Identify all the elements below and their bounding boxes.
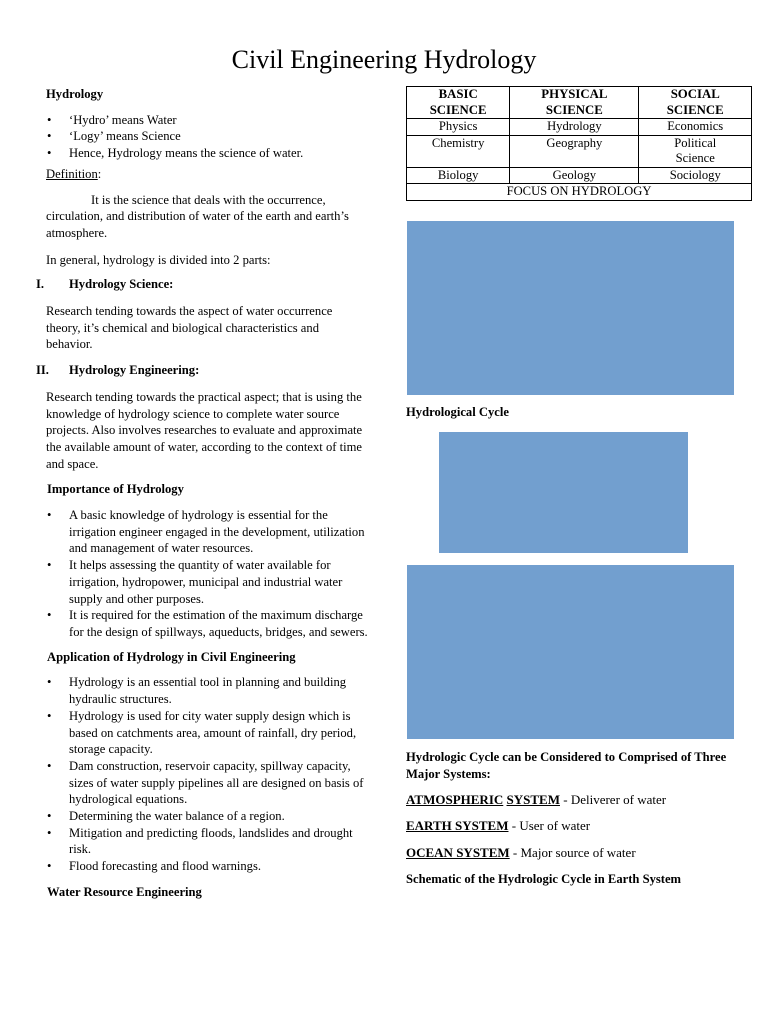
list-item: • Dam construction, reservoir capacity, spillway capacity, sizes of water supply pipelines all are designed on basis of hydrological equations. bbox=[28, 758, 368, 808]
table-cell: Geology bbox=[510, 167, 639, 184]
ocean-keyword: OCEAN SYSTEM bbox=[406, 845, 510, 860]
part2-heading bbox=[28, 362, 368, 379]
table-row bbox=[407, 167, 752, 184]
table-cell: Hydrology bbox=[510, 119, 639, 136]
part1-number: I. bbox=[36, 277, 45, 292]
list-item: • Determining the water balance of a region. bbox=[28, 808, 368, 825]
table-header-cell: BASIC SCIENCE bbox=[407, 87, 510, 119]
table-row bbox=[407, 135, 752, 167]
hydrology-bullet-list bbox=[28, 112, 368, 162]
systems-heading: Hydrologic Cycle can be Considered to Comprised of Three Major Systems: bbox=[406, 750, 727, 781]
hydrological-cycle-label: Hydrological Cycle bbox=[406, 405, 509, 419]
table-header-cell: PHYSICAL SCIENCE bbox=[510, 87, 639, 119]
list-item: • Hence, Hydrology means the science of water. bbox=[28, 145, 368, 162]
table-cell: Chemistry bbox=[407, 135, 510, 167]
table-cell: Biology bbox=[407, 167, 510, 184]
earth-keyword: EARTH SYSTEM bbox=[406, 818, 509, 833]
ocean-desc: - Major source of water bbox=[509, 845, 636, 860]
part1-title: Hydrology Science: bbox=[69, 277, 174, 292]
list-item: • Mitigation and predicting floods, landslides and drought risk. bbox=[28, 825, 368, 858]
table-cell: Economics bbox=[639, 119, 752, 136]
list-item: • ‘Hydro’ means Water bbox=[28, 112, 368, 129]
table-footer-row bbox=[407, 184, 752, 201]
list-item: • Hydrology is an essential tool in planning and building hydraulic structures. bbox=[28, 674, 368, 707]
ocean-system-line bbox=[406, 845, 636, 861]
image-placeholder-3 bbox=[407, 565, 734, 739]
list-item: • Flood forecasting and flood warnings. bbox=[28, 858, 368, 875]
table-cell: Sociology bbox=[639, 167, 752, 184]
importance-bullet-list bbox=[28, 507, 368, 641]
table-header-row bbox=[407, 87, 752, 119]
science-table bbox=[406, 86, 752, 201]
definition-label: Definition bbox=[46, 166, 98, 181]
water-resource-heading: Water Resource Engineering bbox=[47, 884, 202, 899]
table-header-cell: SOCIAL SCIENCE bbox=[639, 87, 752, 119]
part2-title: Hydrology Engineering: bbox=[69, 363, 200, 378]
list-item: • ‘Logy’ means Science bbox=[28, 128, 368, 145]
left-column bbox=[28, 86, 368, 901]
part2-text: Research tending towards the practical aspect; that is using the knowledge of hydrology science to complete water source projects. Also involves researches to evaluate and approximate the available amount of water, according to the context of time and space. bbox=[46, 389, 363, 471]
part2-number: II. bbox=[36, 363, 49, 378]
list-item: • It is required for the estimation of the maximum discharge for the design of spillways, aqueducts, bridges, and sewers. bbox=[28, 607, 368, 640]
image-placeholder-2 bbox=[439, 432, 688, 553]
importance-heading: Importance of Hydrology bbox=[47, 482, 184, 497]
list-item: • Hydrology is used for city water supply design which is based on catchments area, amount of rainfall, dry period, storage capacity. bbox=[28, 708, 368, 758]
atmospheric-desc: - Deliverer of water bbox=[559, 792, 667, 807]
page-title: Civil Engineering Hydrology bbox=[231, 45, 537, 74]
part1-text: Research tending towards the aspect of water occurrence theory, it’s chemical and biological characteristics and behavior. bbox=[46, 304, 333, 352]
application-bullet-list bbox=[28, 674, 368, 874]
earth-desc: - User of water bbox=[508, 818, 591, 833]
definition-colon: : bbox=[97, 166, 102, 181]
definition-line bbox=[46, 166, 368, 183]
table-cell: Geography bbox=[510, 135, 639, 167]
hydrology-heading: Hydrology bbox=[46, 87, 104, 101]
list-item: • It helps assessing the quantity of water available for irrigation, hydropower, municipal and industrial water supply and other purposes. bbox=[28, 557, 368, 607]
list-item: • A basic knowledge of hydrology is essential for the irrigation engineer engaged in the development, utilization and management of water resources. bbox=[28, 507, 368, 557]
application-heading: Application of Hydrology in Civil Engineering bbox=[47, 649, 296, 664]
atmospheric-system-line bbox=[406, 792, 666, 808]
general-text: In general, hydrology is divided into 2 parts: bbox=[46, 252, 271, 267]
table-row bbox=[407, 119, 752, 136]
right-column bbox=[406, 86, 736, 201]
schematic-label: Schematic of the Hydrologic Cycle in Earth System bbox=[406, 872, 682, 886]
image-placeholder-1 bbox=[407, 221, 734, 395]
earth-system-line bbox=[406, 818, 590, 834]
table-cell: Physics bbox=[407, 119, 510, 136]
part1-heading bbox=[28, 276, 368, 293]
table-footer-cell: FOCUS ON HYDROLOGY bbox=[407, 184, 752, 201]
table-cell: Political Science bbox=[639, 135, 752, 167]
atmospheric-keyword: ATMOSPHERIC bbox=[406, 792, 504, 807]
definition-text: It is the science that deals with the occurrence, circulation, and distribution of water of the earth and earth’s atmosphere. bbox=[46, 192, 349, 240]
system-keyword: SYSTEM bbox=[506, 792, 560, 807]
